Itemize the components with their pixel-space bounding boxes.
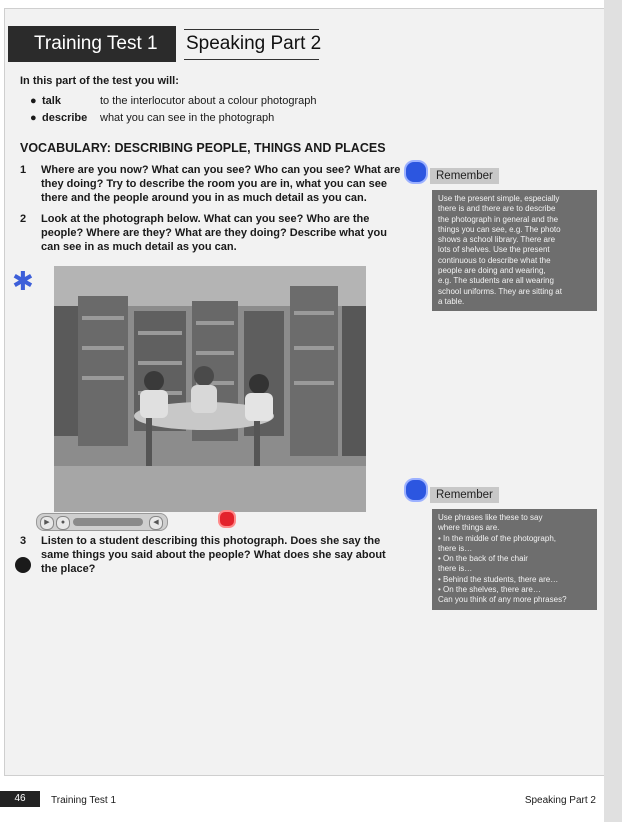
page-number: 46	[0, 791, 40, 807]
remember-line: things you can see, e.g. The photo	[438, 224, 561, 234]
vocab-heading: VOCABULARY: DESCRIBING PEOPLE, THINGS AND PLACES	[20, 141, 386, 155]
intro-bullet	[30, 112, 274, 124]
bullet-text: what you can see in the photograph	[100, 112, 275, 124]
photo-illustration	[54, 266, 366, 512]
question-1	[20, 163, 400, 205]
question-3	[20, 534, 400, 578]
question-text: Look at the photograph below. What can you see? Who are the people? Where are they? What are they doing? Describe what you can see in as much detail as you can.	[41, 213, 387, 253]
page-edge	[604, 0, 622, 822]
section-title: Speaking Part 2	[186, 33, 322, 54]
bullet-dot: ●	[30, 112, 37, 124]
question-text: Where are you now? What can you see? Who can you see? What are they doing? Try to describe the room you are in, what you can see there and the people around you in as much detail as you can.	[41, 164, 401, 204]
remember-text	[432, 509, 597, 610]
remember-line: Use phrases like these to say	[438, 513, 543, 522]
remember-line: school uniforms. They are sitting at	[438, 286, 562, 296]
remember-line: people are doing and wearing,	[438, 266, 546, 276]
footer-left: Training Test 1	[51, 795, 117, 806]
question-number: 3	[20, 535, 27, 547]
intro-heading: In this part of the test you will:	[20, 75, 179, 87]
remember-line: continuous to describe what the	[438, 255, 551, 265]
record-icon[interactable]: ●	[56, 516, 70, 530]
remember-line: where things are.	[438, 523, 500, 533]
remember-line: there is…	[438, 564, 473, 574]
remember-line: Can you think of any more phrases?	[438, 595, 567, 605]
headphones-icon[interactable]	[15, 557, 31, 573]
remember-line: • On the shelves, there are…	[438, 585, 541, 595]
record-button[interactable]	[218, 510, 236, 528]
remember-line: a table.	[438, 296, 465, 306]
bullet-text: to the interlocutor about a colour photograph	[100, 95, 317, 107]
remember-line: there is…	[438, 543, 473, 553]
page-title: Training Test 1	[34, 33, 158, 54]
library-photo	[54, 266, 366, 512]
asterisk-icon: ✱	[12, 266, 34, 296]
bullet-term: talk	[42, 95, 61, 107]
remember-text	[432, 190, 597, 311]
bullet-dot: ●	[30, 95, 37, 107]
remember-line: • On the back of the chair	[438, 554, 528, 564]
question-number: 1	[20, 164, 27, 176]
bullet-term: describe	[42, 112, 88, 124]
audio-progress[interactable]	[73, 518, 143, 526]
header-rule-top	[184, 29, 319, 30]
audio-player[interactable]	[36, 513, 168, 531]
footer-right: Speaking Part 2	[524, 795, 596, 806]
pointer-cursor-icon	[404, 160, 428, 184]
remember-title: Remember	[430, 487, 499, 503]
remember-box-2	[430, 487, 598, 632]
question-number: 2	[20, 213, 27, 225]
remember-line: • Behind the students, there are…	[438, 574, 559, 584]
question-text: Listen to a student describing this photograph. Does she say the same things you said about the people? What does she say about the place?	[41, 535, 386, 575]
remember-line: • In the middle of the photograph,	[438, 533, 556, 543]
intro-bullet	[30, 95, 316, 107]
remember-line: e.g. The students are all wearing	[438, 276, 554, 286]
volume-icon[interactable]: ◀	[149, 516, 163, 530]
header-rule-bottom	[184, 59, 319, 60]
remember-line: the photograph in general and the	[438, 214, 559, 224]
play-icon[interactable]: ▶	[40, 516, 54, 530]
remember-title: Remember	[430, 168, 499, 184]
remember-line: Use the present simple, especially	[438, 194, 560, 203]
remember-line: shows a school library. There are	[438, 235, 556, 245]
question-2	[20, 212, 400, 254]
remember-box-1	[430, 168, 598, 330]
pointer-cursor-icon	[404, 478, 428, 502]
remember-line: lots of shelves. Use the present	[438, 245, 550, 255]
remember-line: there is and there are to describe	[438, 204, 556, 214]
